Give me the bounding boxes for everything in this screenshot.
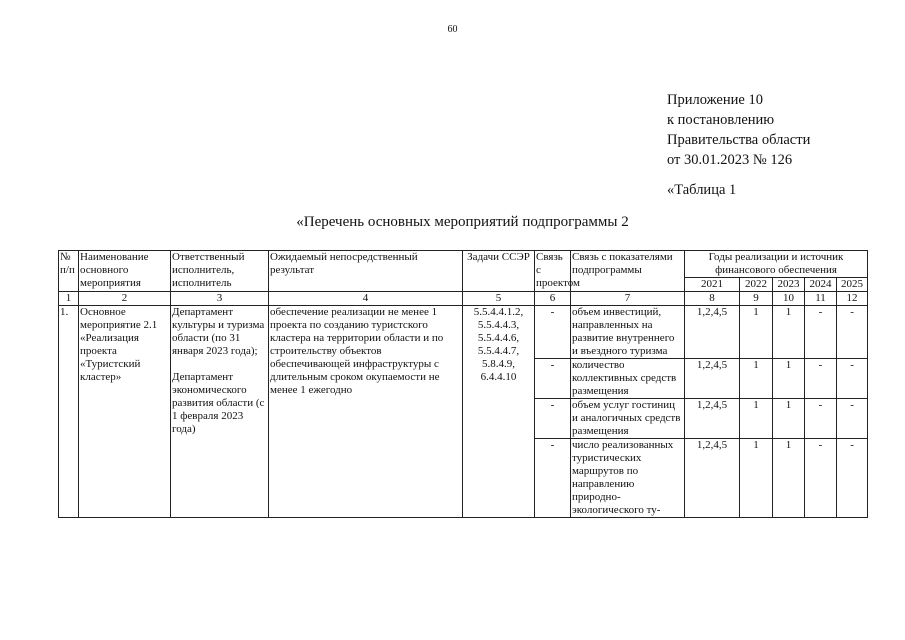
row-name: Основное мероприятие 2.1 «Реализация проекта «Туристский кластер» — [79, 306, 171, 518]
header-year: 2024 — [805, 278, 837, 292]
appendix-line-3: Правительства области — [667, 132, 811, 148]
row-executor — [171, 306, 269, 518]
indicator-2024: - — [805, 399, 837, 439]
header-name: Наименование основного мероприятия — [79, 251, 171, 292]
header-project: Связь с проектом — [535, 251, 571, 292]
column-number: 8 — [685, 292, 740, 306]
document-title: «Перечень основных мероприятий подпрограммы 2 — [296, 214, 629, 230]
indicator-2023: 1 — [773, 359, 805, 399]
indicator-2022: 1 — [740, 359, 773, 399]
executor-2: Департамент экономического развития области (с 1 февраля 2023 года) — [172, 371, 265, 435]
indicator-2025: - — [837, 399, 868, 439]
indicator-2024: - — [805, 306, 837, 359]
activities-table — [58, 250, 868, 518]
header-executor: Ответственный исполнитель, исполнитель — [171, 251, 269, 292]
header-year: 2022 — [740, 278, 773, 292]
indicator-project: - — [535, 359, 571, 399]
column-number: 2 — [79, 292, 171, 306]
column-number: 12 — [837, 292, 868, 306]
table-reference: «Таблица 1 — [667, 182, 737, 198]
indicator-2023: 1 — [773, 399, 805, 439]
column-number: 5 — [463, 292, 535, 306]
row-num: 1. — [59, 306, 79, 518]
column-number: 4 — [269, 292, 463, 306]
indicator-2025: - — [837, 439, 868, 518]
indicator-2025: - — [837, 359, 868, 399]
header-result: Ожидаемый непосредственный результат — [269, 251, 463, 292]
table-row — [59, 306, 868, 359]
indicator-2023: 1 — [773, 306, 805, 359]
header-row — [59, 251, 868, 278]
header-year: 2025 — [837, 278, 868, 292]
indicator-2022: 1 — [740, 439, 773, 518]
indicator-2022: 1 — [740, 306, 773, 359]
appendix-line-4: от 30.01.2023 № 126 — [667, 152, 793, 168]
indicator-text: объем услуг гостиниц и аналогичных средств размещения — [571, 399, 685, 439]
header-years-group: Годы реализации и источник финансового обеспечения — [685, 251, 868, 278]
indicator-2023: 1 — [773, 439, 805, 518]
header-indicators: Связь с показателями подпрограммы — [571, 251, 685, 292]
indicator-text: объем инвестиций, направленных на развитие внутреннего и въездного туризма — [571, 306, 685, 359]
page-number: 60 — [447, 24, 458, 35]
indicator-project: - — [535, 399, 571, 439]
indicator-2024: - — [805, 439, 837, 518]
column-number: 10 — [773, 292, 805, 306]
column-number: 6 — [535, 292, 571, 306]
indicator-2025: - — [837, 306, 868, 359]
column-numbers-row — [59, 292, 868, 306]
row-tasks: 5.5.4.4.1.2, 5.5.4.4.3, 5.5.4.4.6, 5.5.4.4.7, 5.8.4.9, 6.4.4.10 — [463, 306, 535, 518]
indicator-text: количество коллективных средств размещения — [571, 359, 685, 399]
appendix-line-2: к постановлению — [667, 112, 775, 128]
indicator-2022: 1 — [740, 399, 773, 439]
indicator-2024: - — [805, 359, 837, 399]
column-number: 3 — [171, 292, 269, 306]
header-year: 2021 — [685, 278, 740, 292]
appendix-header — [667, 90, 810, 170]
indicator-text: число реализованных туристических маршрутов по направлению природно-экологического ту- — [571, 439, 685, 518]
header-year: 2023 — [773, 278, 805, 292]
indicator-2021: 1,2,4,5 — [685, 439, 740, 518]
row-result: обеспечение реализации не менее 1 проекта по созданию туристского кластера на территории области и по строительству объектов обеспечивающей инфраструктуры с длительным сроком окупаемости не менее 1 ежегодно — [269, 306, 463, 518]
appendix-line-1: Приложение 10 — [667, 92, 763, 108]
column-number: 11 — [805, 292, 837, 306]
indicator-project: - — [535, 306, 571, 359]
header-num: № п/п — [59, 251, 79, 292]
indicator-2021: 1,2,4,5 — [685, 306, 740, 359]
indicator-2021: 1,2,4,5 — [685, 399, 740, 439]
column-number: 7 — [571, 292, 685, 306]
header-tasks: Задачи ССЭР — [463, 251, 535, 292]
executor-1: Департамент культуры и туризма области (по 31 января 2023 года); — [172, 306, 265, 357]
indicator-2021: 1,2,4,5 — [685, 359, 740, 399]
indicator-project: - — [535, 439, 571, 518]
column-number: 1 — [59, 292, 79, 306]
column-number: 9 — [740, 292, 773, 306]
